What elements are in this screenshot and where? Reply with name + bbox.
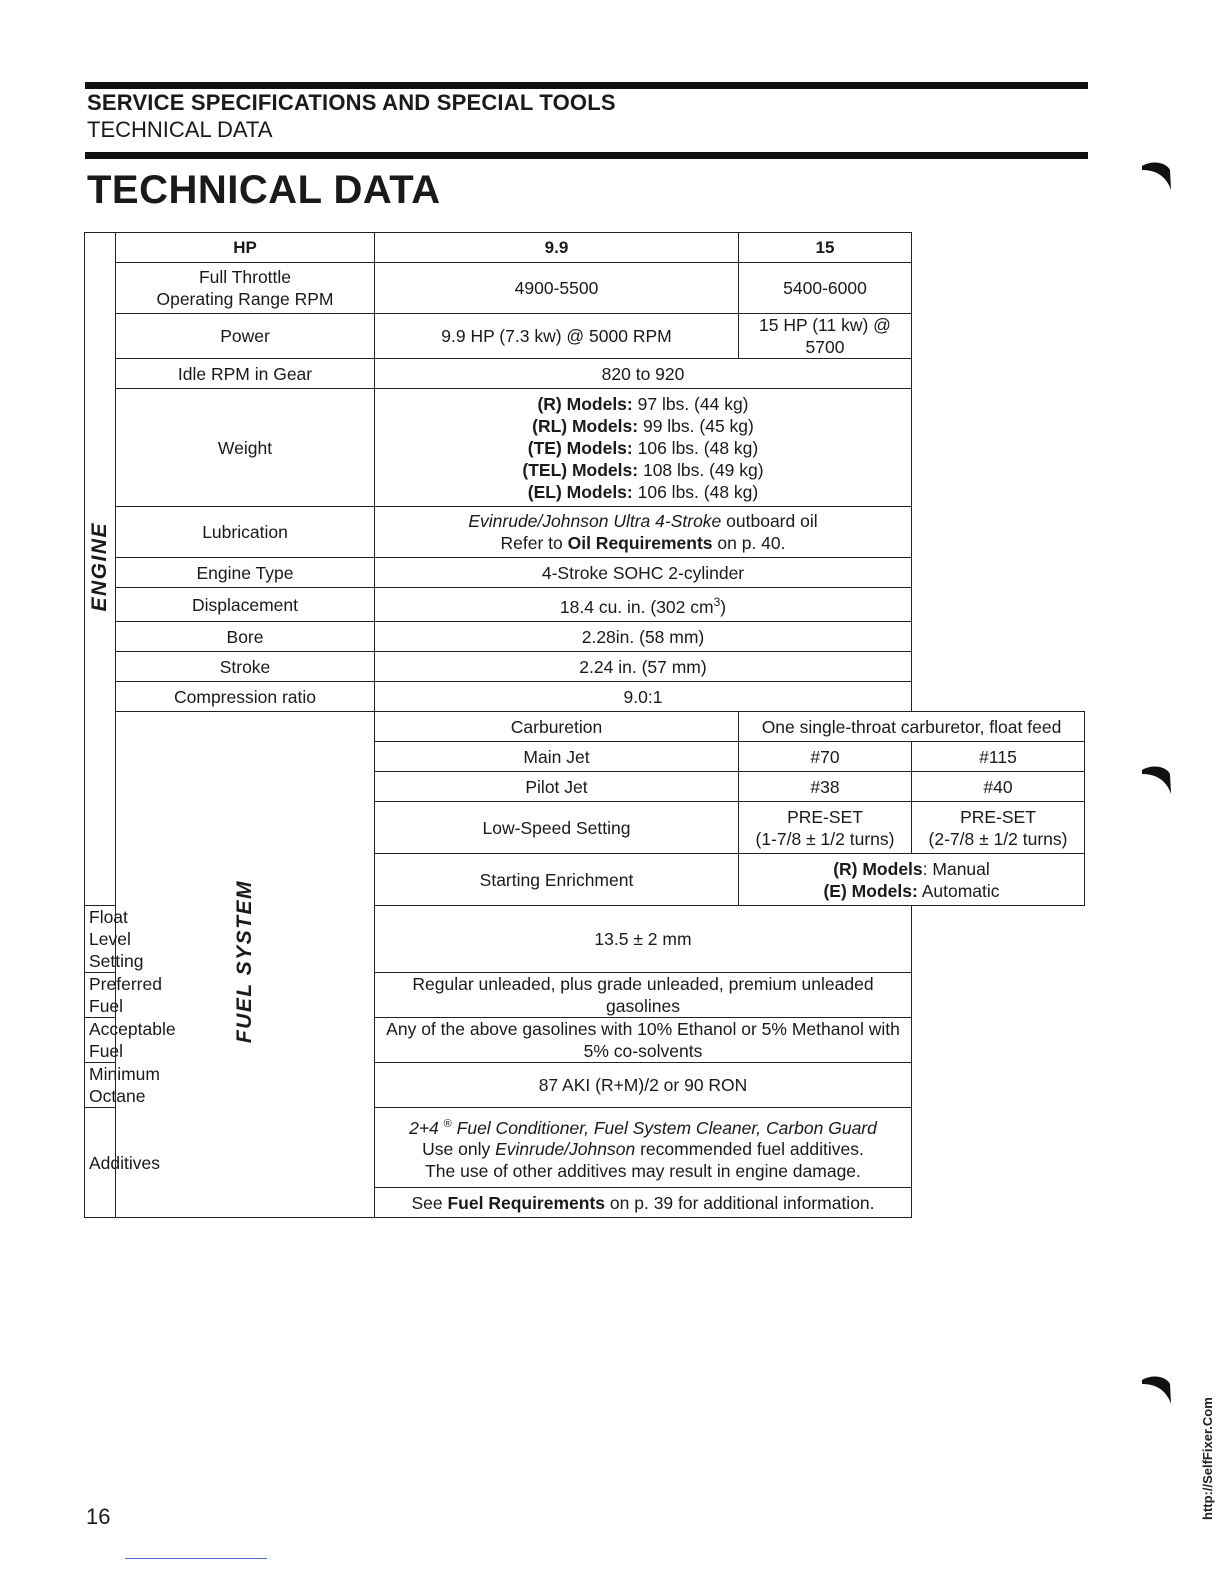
engine-type-value: 4-Stroke SOHC 2-cylinder <box>375 558 912 588</box>
weight-amount: 106 lbs. (48 kg) <box>637 481 759 502</box>
compression-label: Compression ratio <box>116 682 375 712</box>
table-row <box>85 507 1085 558</box>
bore-value: 2.28in. (58 mm) <box>375 622 912 652</box>
margin-tab-mark-icon <box>1140 1372 1172 1406</box>
carburetion-value: One single-throat carburetor, float feed <box>739 712 1085 742</box>
table-row <box>85 622 1085 652</box>
low-speed-col1 <box>739 802 912 854</box>
main-jet-col2: #115 <box>912 742 1085 772</box>
displacement-text: 18.4 cu. in. (302 cm <box>559 596 714 617</box>
bore-label: Bore <box>116 622 375 652</box>
additives-products: Fuel Conditioner, Fuel System Cleaner, Carbon Guard <box>456 1117 877 1138</box>
bottom-divider <box>125 1558 267 1559</box>
acceptable-fuel-value: Any of the above gasolines with 10% Ethanol or 5% Methanol with 5% co-solvents <box>375 1018 912 1063</box>
table-row <box>85 588 1085 622</box>
starting-enrichment-label: Starting Enrichment <box>375 854 739 906</box>
weight-amount: 99 lbs. (45 kg) <box>642 415 754 436</box>
weight-line <box>379 459 907 481</box>
weight-value <box>375 389 912 507</box>
header-bottom-rule <box>85 152 1088 159</box>
weight-model: (EL) Models: <box>527 481 633 502</box>
compression-value: 9.0:1 <box>375 682 912 712</box>
table-row <box>85 712 1085 742</box>
full-throttle-label-line2: Operating Range RPM <box>156 289 334 309</box>
see-prefix: See <box>411 1192 443 1213</box>
ref-suffix: on p. 40. <box>717 533 786 553</box>
full-throttle-label-line1: Full Throttle <box>198 267 292 287</box>
carburetion-label: Carburetion <box>375 712 739 742</box>
weight-line <box>379 415 907 437</box>
additives-line2 <box>379 1138 907 1160</box>
engine-section-label: ENGINE <box>88 521 111 612</box>
see-suffix: on p. 39 for additional information. <box>609 1192 875 1213</box>
additives-use-only: Use only <box>422 1139 491 1160</box>
weight-amount: 97 lbs. (44 kg) <box>637 393 749 414</box>
enrichment-value-r: : Manual <box>922 858 990 879</box>
main-jet-col1: #70 <box>739 742 912 772</box>
additives-label: Additives <box>85 1108 116 1218</box>
float-level-value: 13.5 ± 2 mm <box>375 906 912 973</box>
weight-model: (R) Models: <box>537 393 633 414</box>
preferred-fuel-label: Preferred Fuel <box>85 973 116 1018</box>
full-throttle-col1: 4900-5500 <box>375 263 739 314</box>
starting-enrichment-value <box>739 854 1085 906</box>
power-label: Power <box>116 314 375 359</box>
preferred-fuel-value: Regular unleaded, plus grade unleaded, premium unleaded gasolines <box>375 973 912 1018</box>
engine-section-cell <box>85 233 116 906</box>
min-octane-label: Minimum Octane <box>85 1063 116 1108</box>
weight-line <box>379 437 907 459</box>
enrichment-value-e: Automatic <box>921 880 1000 901</box>
pilot-jet-label: Pilot Jet <box>375 772 739 802</box>
low-speed-label: Low-Speed Setting <box>375 802 739 854</box>
displacement-label: Displacement <box>116 588 375 622</box>
low-speed-col1-line2: (1-7/8 ± 1/2 turns) <box>755 828 895 849</box>
weight-amount: 106 lbs. (48 kg) <box>637 437 759 458</box>
header-top-rule <box>85 82 1088 89</box>
additives-line1 <box>379 1113 907 1139</box>
pilot-jet-col1: #38 <box>739 772 912 802</box>
registered-mark: ® <box>443 1117 452 1130</box>
weight-line <box>379 481 907 503</box>
additives-brand-pre: 2+4 <box>409 1117 439 1138</box>
header-subsection: TECHNICAL DATA <box>87 117 273 142</box>
lubrication-value <box>375 507 912 558</box>
low-speed-col1-line1: PRE-SET <box>787 806 863 827</box>
table-row <box>85 359 1085 389</box>
stroke-label: Stroke <box>116 652 375 682</box>
float-level-label: Float Level Setting <box>85 906 116 973</box>
displacement-sup: 3 <box>713 595 721 610</box>
idle-rpm-label: Idle RPM in Gear <box>116 359 375 389</box>
hp-col2: 15 <box>739 233 912 263</box>
stroke-value: 2.24 in. (57 mm) <box>375 652 912 682</box>
lubrication-label: Lubrication <box>116 507 375 558</box>
enrichment-line2 <box>743 880 1080 902</box>
acceptable-fuel-label: Acceptable Fuel <box>85 1018 116 1063</box>
table-row <box>85 263 1085 314</box>
power-col2: 15 HP (11 kw) @ 5700 <box>739 314 912 359</box>
enrichment-model-r: (R) Models <box>833 858 923 879</box>
additives-see-ref <box>375 1188 912 1218</box>
low-speed-col2-line2: (2-7/8 ± 1/2 turns) <box>928 828 1068 849</box>
low-speed-col2 <box>912 802 1085 854</box>
oil-suffix: outboard oil <box>726 511 818 531</box>
pilot-jet-col2: #40 <box>912 772 1085 802</box>
fuel-section-label: FUEL SYSTEM <box>233 880 256 1044</box>
weight-model: (TEL) Models: <box>522 459 639 480</box>
watermark-url: http://SelfFixer.Com <box>1200 1397 1215 1520</box>
full-throttle-col2: 5400-6000 <box>739 263 912 314</box>
technical-data-table <box>84 232 1085 1218</box>
weight-line <box>379 393 907 415</box>
low-speed-col2-line1: PRE-SET <box>960 806 1036 827</box>
table-row <box>85 389 1085 507</box>
header-section-title: SERVICE SPECIFICATIONS AND SPECIAL TOOLS <box>87 90 616 115</box>
ref-prefix: Refer to <box>500 533 563 553</box>
margin-tab-mark-icon <box>1140 762 1172 796</box>
additives-line3: The use of other additives may result in engine damage. <box>425 1161 861 1182</box>
margin-tab-mark-icon <box>1140 158 1172 192</box>
idle-rpm-value: 820 to 920 <box>375 359 912 389</box>
displacement-value <box>375 588 912 622</box>
weight-model: (TE) Models: <box>527 437 633 458</box>
weight-model: (RL) Models: <box>532 415 639 436</box>
table-row <box>85 652 1085 682</box>
oil-requirements-ref: Oil Requirements <box>567 533 713 553</box>
power-col1: 9.9 HP (7.3 kw) @ 5000 RPM <box>375 314 739 359</box>
lubrication-line2 <box>379 532 907 554</box>
lubrication-line1 <box>379 510 907 532</box>
page-title: TECHNICAL DATA <box>87 168 441 212</box>
full-throttle-label <box>116 263 375 314</box>
weight-amount: 108 lbs. (49 kg) <box>642 459 764 480</box>
hp-label: HP <box>116 233 375 263</box>
engine-type-label: Engine Type <box>116 558 375 588</box>
main-jet-label: Main Jet <box>375 742 739 772</box>
table-row <box>85 558 1085 588</box>
enrichment-model-e: (E) Models: <box>823 880 918 901</box>
table-row <box>85 314 1085 359</box>
weight-label: Weight <box>116 389 375 507</box>
fuel-section-cell <box>116 712 375 1218</box>
enrichment-line1 <box>743 858 1080 880</box>
table-row <box>85 233 1085 263</box>
additives-recommended: recommended fuel additives. <box>640 1139 864 1160</box>
min-octane-value: 87 AKI (R+M)/2 or 90 RON <box>375 1063 912 1108</box>
hp-col1: 9.9 <box>375 233 739 263</box>
additives-brand: Evinrude/Johnson <box>495 1139 636 1160</box>
displacement-close: ) <box>720 596 727 617</box>
oil-name: Evinrude/Johnson Ultra 4-Stroke <box>468 511 722 531</box>
additives-value <box>375 1108 912 1188</box>
table-row <box>85 682 1085 712</box>
page-number: 16 <box>86 1504 111 1529</box>
fuel-requirements-ref: Fuel Requirements <box>447 1192 606 1213</box>
